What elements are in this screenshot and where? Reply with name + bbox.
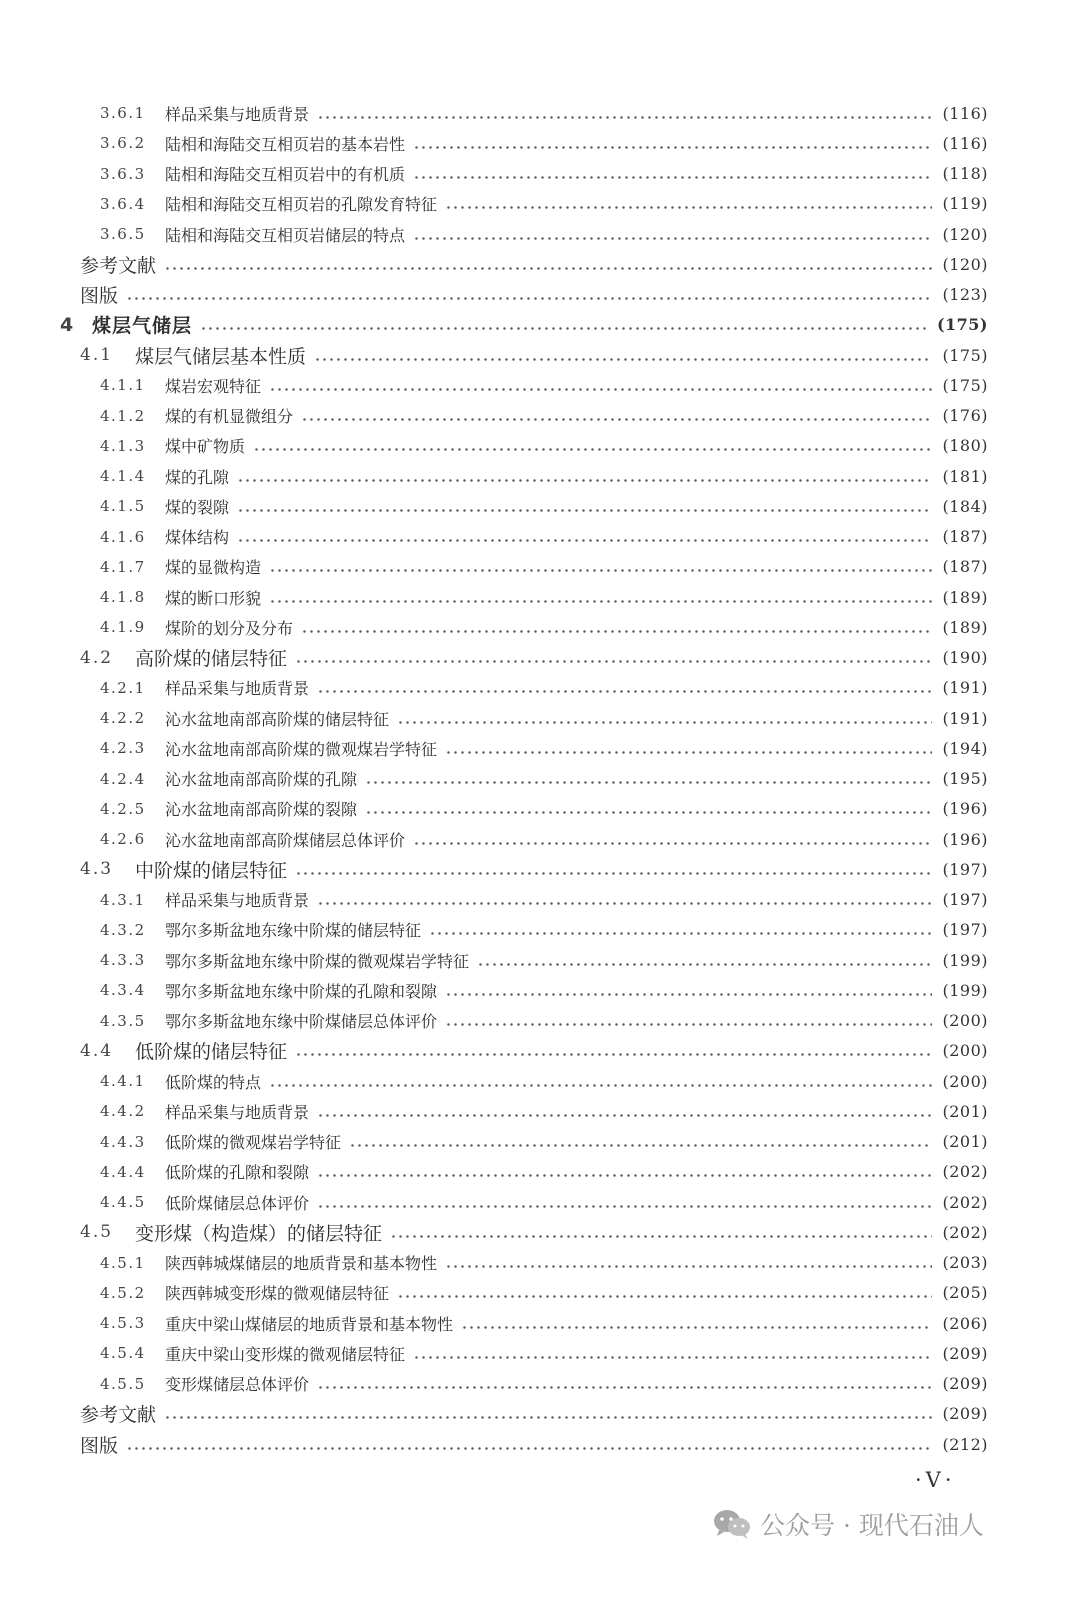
toc-entry-title: 重庆中梁山煤储层的地质背景和基本物性 <box>165 1314 454 1334</box>
toc-entry-title: 沁水盆地南部高阶煤的微观煤岩学特征 <box>165 739 438 759</box>
toc-entry-title: 陆相和海陆交互相页岩的孔隙发育特征 <box>165 195 438 215</box>
toc-entry-page: (196) <box>942 799 988 819</box>
toc-entry-title: 图版 <box>80 1434 119 1457</box>
toc-entry-page: (190) <box>942 648 988 667</box>
dot-leader <box>477 963 932 966</box>
toc-entry-title: 陕西韩城变形煤的微观储层特征 <box>165 1284 390 1304</box>
dot-leader <box>317 1114 932 1117</box>
watermark-text: 公众号 · 现代石油人 <box>760 1511 984 1540</box>
dot-leader <box>429 932 932 935</box>
toc-entry-number: 4.5 <box>80 1222 114 1243</box>
toc-entry-title: 样品采集与地质背景 <box>165 679 310 699</box>
dot-leader <box>269 600 932 603</box>
toc-entry-number: 4.3.1 <box>100 890 146 909</box>
toc-entry-number: 4.1.7 <box>100 557 146 576</box>
toc-entry-page: (195) <box>942 769 988 788</box>
toc-entry-page: (196) <box>942 829 988 849</box>
toc-entry-number: 4.1 <box>80 345 114 365</box>
toc-entry <box>100 1338 988 1368</box>
toc-entry-page: (123) <box>942 285 988 304</box>
toc-entry-number: 4.1.2 <box>100 406 146 425</box>
toc-entry <box>100 552 988 582</box>
dot-leader <box>317 1386 932 1389</box>
toc-entry <box>100 1248 988 1278</box>
toc-entry-page: (197) <box>942 890 988 909</box>
toc-entry <box>100 975 988 1005</box>
dot-leader <box>253 448 932 451</box>
toc-entry-page: (180) <box>942 436 988 456</box>
toc-entry <box>80 643 988 673</box>
toc-entry-title: 样品采集与地质背景 <box>165 1102 310 1122</box>
toc-entry <box>100 794 988 824</box>
toc-entry-number: 4.3.5 <box>100 1011 146 1030</box>
toc-entry-number: 4.3.2 <box>100 920 146 939</box>
toc-entry-number: 4.3 <box>80 859 114 880</box>
toc-entry-title: 低阶煤的特点 <box>165 1072 262 1092</box>
toc-entry-title: 样品采集与地质背景 <box>165 104 310 124</box>
toc-entry-number: 4.4.5 <box>100 1193 146 1211</box>
toc-entry-number: 4.4.1 <box>100 1072 146 1090</box>
toc-entry-number: 4.1.5 <box>100 497 146 516</box>
toc-entry-page: (120) <box>942 224 988 244</box>
dot-leader <box>126 297 932 300</box>
toc-entry-number: 4.4 <box>80 1040 114 1061</box>
toc-entry <box>100 733 988 763</box>
toc-entry <box>100 1308 988 1338</box>
toc-entry-title: 参考文献 <box>80 254 157 277</box>
toc-entry <box>100 370 988 400</box>
toc-entry <box>100 824 988 854</box>
toc-entry-title: 陕西韩城煤储层的地质背景和基本物性 <box>165 1254 438 1273</box>
toc-entry-page: (176) <box>942 406 988 425</box>
toc-entry-page: (209) <box>942 1343 988 1363</box>
dot-leader <box>200 327 927 330</box>
toc-entry <box>100 219 988 249</box>
dot-leader <box>413 237 932 240</box>
toc-entry-page: (199) <box>942 980 988 1000</box>
toc-entry-page: (206) <box>942 1313 988 1333</box>
toc-entry-number: 4.1.1 <box>100 376 146 395</box>
dot-leader <box>445 993 932 996</box>
wechat-icon <box>712 1508 752 1540</box>
toc-entry-title: 陆相和海陆交互相页岩的基本岩性 <box>165 134 406 154</box>
toc-entry-number: 3.6.5 <box>100 225 146 243</box>
toc-entry-title: 煤阶的划分及分布 <box>165 618 294 638</box>
toc-entry-title: 沁水盆地南部高阶煤储层总体评价 <box>165 830 406 850</box>
dot-leader <box>301 418 932 421</box>
toc-entry <box>100 885 988 915</box>
dot-leader <box>445 751 932 754</box>
toc-entry-number: 4.2.3 <box>100 739 146 758</box>
toc-entry <box>100 1187 988 1217</box>
toc-entry-number: 4.5.4 <box>100 1344 146 1363</box>
toc-entry-page: (191) <box>942 708 988 728</box>
toc-entry <box>100 764 988 794</box>
toc-entry <box>100 431 988 461</box>
toc-entry-page: (175) <box>942 345 988 365</box>
toc-entry-number: 4.2.6 <box>100 830 146 848</box>
toc-entry-number: 4.1.8 <box>100 588 146 606</box>
toc-entry-title: 煤岩宏观特征 <box>165 376 262 396</box>
toc-entry-title: 煤的有机显微组分 <box>165 407 294 426</box>
toc-entry-page: (202) <box>942 1162 988 1182</box>
toc-entry-number: 4.1.9 <box>100 618 146 637</box>
toc-entry-number: 4.2.1 <box>100 678 146 697</box>
toc-entry-number: 3.6.3 <box>100 164 146 183</box>
toc-entry-number: 4 <box>60 313 74 336</box>
toc-entry <box>80 1429 988 1459</box>
toc-entry <box>100 915 988 945</box>
toc-entry-page: (194) <box>942 738 988 758</box>
toc-entry-number: 3.6.4 <box>100 194 146 213</box>
toc-entry-page: (191) <box>942 678 988 698</box>
toc-entry <box>80 1036 988 1066</box>
toc-entry-number: 4.3.4 <box>100 981 146 1000</box>
toc-entry-title: 变形煤（构造煤）的储层特征 <box>135 1222 383 1245</box>
dot-leader <box>269 569 932 572</box>
toc-entry-page: (201) <box>942 1132 988 1151</box>
toc-entry-page: (184) <box>942 496 988 516</box>
dot-leader <box>390 1235 932 1238</box>
toc-entry-title: 高阶煤的储层特征 <box>135 648 288 670</box>
toc-entry <box>100 522 988 552</box>
toc-entry-page: (200) <box>942 1041 988 1061</box>
dot-leader <box>295 660 932 663</box>
toc-entry-number: 4.1.6 <box>100 527 146 546</box>
toc-entry-page: (119) <box>942 194 988 214</box>
toc-entry <box>80 280 988 310</box>
toc-entry-page: (199) <box>942 950 988 970</box>
toc-entry-number: 4.1.3 <box>100 436 146 455</box>
dot-leader <box>295 872 932 875</box>
toc-entry <box>100 582 988 612</box>
toc-entry <box>100 128 988 158</box>
dot-leader <box>317 1174 932 1177</box>
toc-entry <box>100 1369 988 1399</box>
dot-leader <box>397 721 932 724</box>
toc-entry-number: 3.6.1 <box>100 104 146 122</box>
toc-entry <box>100 945 988 975</box>
toc-entry-number: 4.2.4 <box>100 769 146 788</box>
toc-entry-page: (209) <box>942 1374 988 1393</box>
toc-entry-page: (200) <box>942 1011 988 1030</box>
dot-leader <box>461 1326 932 1329</box>
toc-entry-title: 煤的裂隙 <box>165 497 230 517</box>
dot-leader <box>445 1265 932 1268</box>
toc-entry-title: 重庆中梁山变形煤的微观储层特征 <box>165 1344 406 1364</box>
dot-leader <box>317 690 932 693</box>
toc-entry-number: 4.5.2 <box>100 1283 146 1302</box>
dot-leader <box>314 358 932 361</box>
toc-entry <box>100 461 988 491</box>
toc-entry-page: (187) <box>942 557 988 577</box>
toc-entry <box>100 612 988 642</box>
toc-entry-title: 低阶煤储层总体评价 <box>165 1193 310 1213</box>
toc-entry-page: (116) <box>942 103 988 123</box>
toc-entry <box>100 98 988 128</box>
dot-leader <box>237 479 932 482</box>
toc-entry-title: 沁水盆地南部高阶煤的孔隙 <box>165 770 358 789</box>
toc-entry <box>100 1157 988 1187</box>
toc-entry-title: 煤层气储层基本性质 <box>135 345 307 368</box>
toc-entry <box>100 491 988 521</box>
toc-entry-number: 4.5.3 <box>100 1314 146 1332</box>
toc-entry-title: 煤中矿物质 <box>165 437 246 457</box>
toc-entry-number: 4.2 <box>80 647 114 668</box>
toc-entry <box>60 310 988 340</box>
toc-entry-page: (202) <box>942 1192 988 1212</box>
toc-entry-page: (175) <box>936 315 988 335</box>
toc-entry-title: 低阶煤的孔隙和裂隙 <box>165 1163 310 1183</box>
toc-entry-title: 鄂尔多斯盆地东缘中阶煤的微观煤岩学特征 <box>165 951 470 971</box>
dot-leader <box>164 267 932 270</box>
dot-leader <box>445 1023 932 1026</box>
dot-leader <box>365 811 932 814</box>
toc-entry-number: 3.6.2 <box>100 134 146 153</box>
dot-leader <box>397 1295 932 1298</box>
dot-leader <box>317 116 932 119</box>
page-number: ·V· <box>915 1468 956 1492</box>
dot-leader <box>237 509 932 512</box>
dot-leader <box>269 388 932 391</box>
toc-entry-title: 鄂尔多斯盆地东缘中阶煤的储层特征 <box>165 921 422 941</box>
toc-entry-number: 4.5.1 <box>100 1253 146 1272</box>
toc-entry-title: 低阶煤的微观煤岩学特征 <box>165 1133 342 1152</box>
toc-entry-page: (181) <box>942 466 988 486</box>
toc-entry-title: 鄂尔多斯盆地东缘中阶煤储层总体评价 <box>165 1012 438 1031</box>
toc-entry-page: (189) <box>942 617 988 637</box>
dot-leader <box>413 146 932 149</box>
toc-entry-title: 样品采集与地质背景 <box>165 891 310 910</box>
toc-entry-title: 煤体结构 <box>165 528 230 547</box>
toc-entry <box>100 1278 988 1308</box>
toc-entry <box>80 1217 988 1247</box>
toc-entry-number: 4.3.3 <box>100 951 146 969</box>
dot-leader <box>295 1053 932 1056</box>
toc-entry-title: 煤层气储层 <box>92 315 193 338</box>
toc-entry <box>100 673 988 703</box>
toc-entry-title: 变形煤储层总体评价 <box>165 1375 310 1394</box>
toc-entry-page: (116) <box>942 133 988 153</box>
toc-entry <box>80 340 988 370</box>
toc-entry-page: (120) <box>942 254 988 274</box>
toc-entry-title: 煤的孔隙 <box>165 467 230 487</box>
toc-entry <box>100 1127 988 1157</box>
toc-entry-number: 4.4.2 <box>100 1102 146 1121</box>
toc-entry <box>100 159 988 189</box>
dot-leader <box>413 1356 932 1359</box>
toc-entry-page: (202) <box>942 1222 988 1242</box>
toc-entry-title: 中阶煤的储层特征 <box>135 859 288 882</box>
toc-entry <box>80 1399 988 1429</box>
toc-entry-title: 陆相和海陆交互相页岩中的有机质 <box>165 165 406 184</box>
toc-entry-number: 4.4.3 <box>100 1132 146 1151</box>
toc-entry-title: 煤的断口形貌 <box>165 588 262 608</box>
dot-leader <box>126 1447 932 1450</box>
toc-entry-page: (175) <box>942 375 988 395</box>
toc-entry-page: (189) <box>942 587 988 607</box>
toc-entry-title: 低阶煤的储层特征 <box>135 1041 288 1064</box>
toc-entry-page: (200) <box>942 1071 988 1091</box>
dot-leader <box>445 206 932 209</box>
dot-leader <box>413 176 932 179</box>
toc-entry <box>100 401 988 431</box>
toc-entry-page: (197) <box>942 920 988 940</box>
toc-entry-title: 沁水盆地南部高阶煤的裂隙 <box>165 800 358 820</box>
dot-leader <box>301 630 932 633</box>
toc-entry-page: (209) <box>942 1404 988 1424</box>
toc-entry-page: (203) <box>942 1253 988 1272</box>
watermark <box>712 1506 984 1542</box>
toc-entry <box>100 1006 988 1036</box>
toc-entry-title: 参考文献 <box>80 1404 157 1427</box>
toc-entry-page: (212) <box>942 1434 988 1454</box>
toc-entry-title: 陆相和海陆交互相页岩储层的特点 <box>165 225 406 245</box>
toc-entry-number: 4.2.5 <box>100 799 146 818</box>
dot-leader <box>317 1205 932 1208</box>
toc-entry <box>100 1066 988 1096</box>
toc-entry <box>100 703 988 733</box>
toc-entry <box>80 854 988 884</box>
toc-entry-page: (118) <box>942 164 988 183</box>
toc-entry-title: 沁水盆地南部高阶煤的储层特征 <box>165 709 390 729</box>
dot-leader <box>269 1084 932 1087</box>
toc-entry-page: (197) <box>942 859 988 879</box>
dot-leader <box>365 781 932 784</box>
toc-entry-number: 4.2.2 <box>100 709 146 727</box>
dot-leader <box>349 1144 932 1147</box>
dot-leader <box>413 842 932 845</box>
toc-entry-page: (205) <box>942 1283 988 1303</box>
toc-entry <box>100 189 988 219</box>
toc-entry-number: 4.4.4 <box>100 1162 146 1181</box>
dot-leader <box>164 1416 932 1419</box>
dot-leader <box>317 902 932 905</box>
toc-entry-number: 4.5.5 <box>100 1374 146 1393</box>
toc-entry-title: 鄂尔多斯盆地东缘中阶煤的孔隙和裂隙 <box>165 981 438 1001</box>
toc-entry <box>80 249 988 279</box>
toc-entry-title: 图版 <box>80 285 119 307</box>
toc-entry-number: 4.1.4 <box>100 467 146 485</box>
toc-entry-title: 煤的显微构造 <box>165 558 262 578</box>
toc-entry-page: (187) <box>942 527 988 546</box>
toc-entry-page: (201) <box>942 1101 988 1121</box>
toc-entry <box>100 1096 988 1126</box>
dot-leader <box>237 539 932 542</box>
